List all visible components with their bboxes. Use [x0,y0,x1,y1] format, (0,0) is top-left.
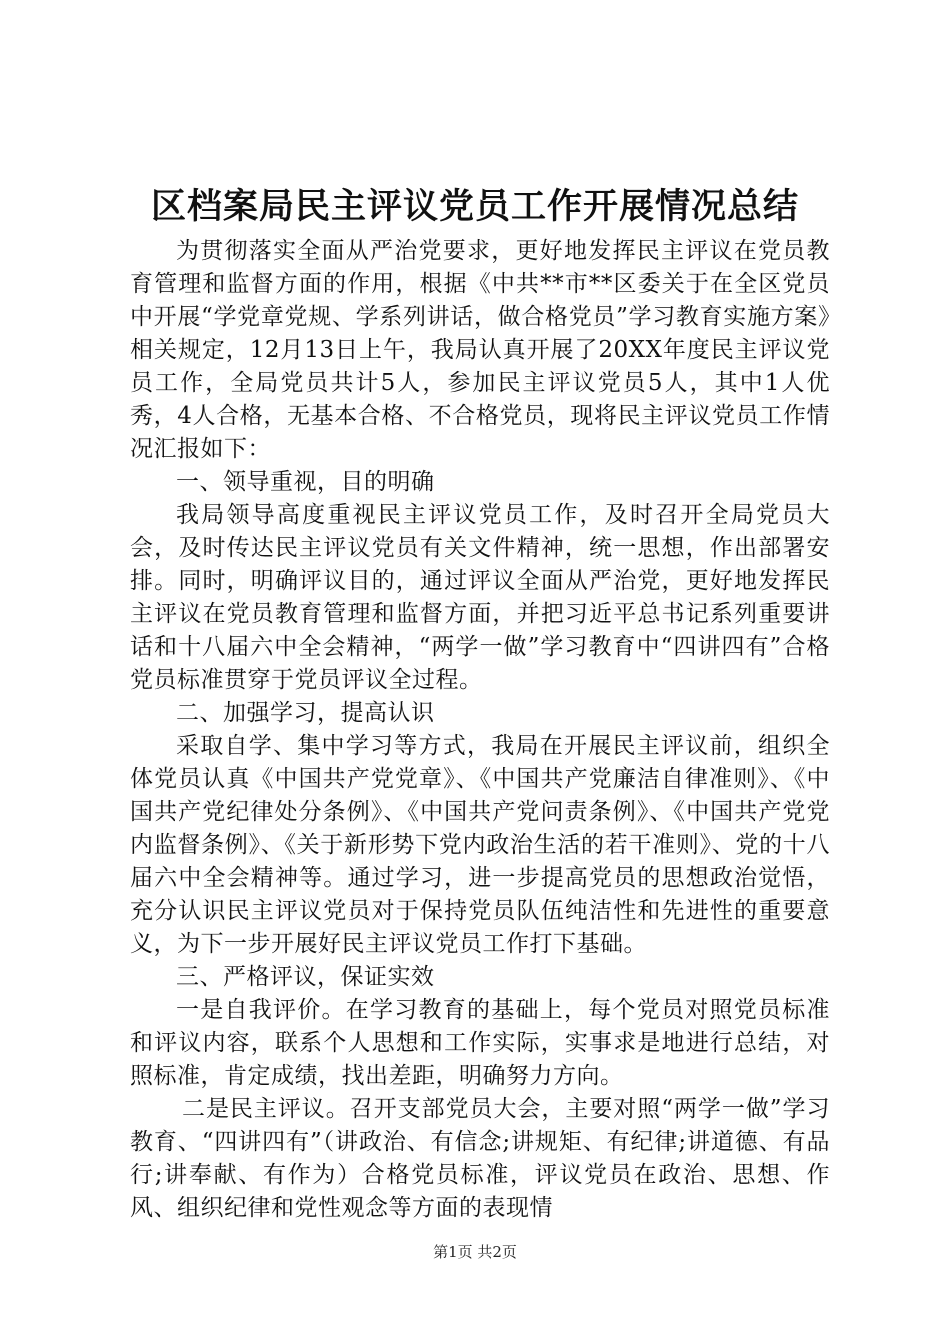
paragraph-intro: 为贯彻落实全面从严治党要求，更好地发挥民主评议在党员教育管理和监督方面的作用，根据《中共**市**区委关于在全区党员中开展“学党章党规、学系列讲话，做合格党员”学习教育实施方案》相关规定，12月13日上午，我局认真开展了20XX年度民主评议党员工作，全局党员共计5人，参加民主评议党员5人，其中1人优秀，4人合格，无基本合格、不合格党员，现将民主评议党员工作情况汇报如下： [130,238,830,462]
paragraph-self-evaluation: 一是自我评价。在学习教育的基础上，每个党员对照党员标准和评议内容，联系个人思想和工作实际，实事求是地进行总结，对照标准，肯定成绩，找出差距，明确努力方向。 [130,997,830,1089]
document-body [130,235,830,1225]
page-number: 第1页 共2页 [433,1243,517,1261]
paragraph-section-1: 我局领导高度重视民主评议党员工作，及时召开全局党员大会，及时传达民主评议党员有关文件精神，统一思想，作出部署安排。同时，明确评议目的，通过评议全面从严治党，更好地发挥民主评议在党员教育管理和监督方面，并把习近平总书记系列重要讲话和十八届六中全会精神，“两学一做”学习教育中“四讲四有”合格党员标准贯穿于党员评议全过程。 [130,502,830,693]
section-heading-3: 三、严格评议，保证实效 [176,964,435,990]
section-heading-2: 二、加强学习，提高认识 [176,700,435,726]
paragraph-section-2: 采取自学、集中学习等方式，我局在开展民主评议前，组织全体党员认真《中国共产党党章》、《中国共产党廉洁自律准则》、《中国共产党纪律处分条例》、《中国共产党问责条例》、《中国共产党党内监督条例》、《关于新形势下党内政治生活的若干准则》、党的十八届六中全会精神等。通过学习，进一步提高党员的思想政治觉悟，充分认识民主评议党员对于保持党员队伍纯洁性和先进性的重要意义，为下一步开展好民主评议党员工作打下基础。 [130,733,830,957]
paragraph-democratic-review: 二是民主评议。召开支部党员大会，主要对照“两学一做”学习教育、“四讲四有”（讲政治、有信念;讲规矩、有纪律;讲道德、有品行;讲奉献、有作为）合格党员标准，评议党员在政治、思想、作风、组织纪律和党性观念等方面的表现情 [130,1096,830,1221]
document-title: 区档案局民主评议党员工作开展情况总结 [150,186,799,227]
section-heading-1: 一、领导重视，目的明确 [176,469,435,495]
